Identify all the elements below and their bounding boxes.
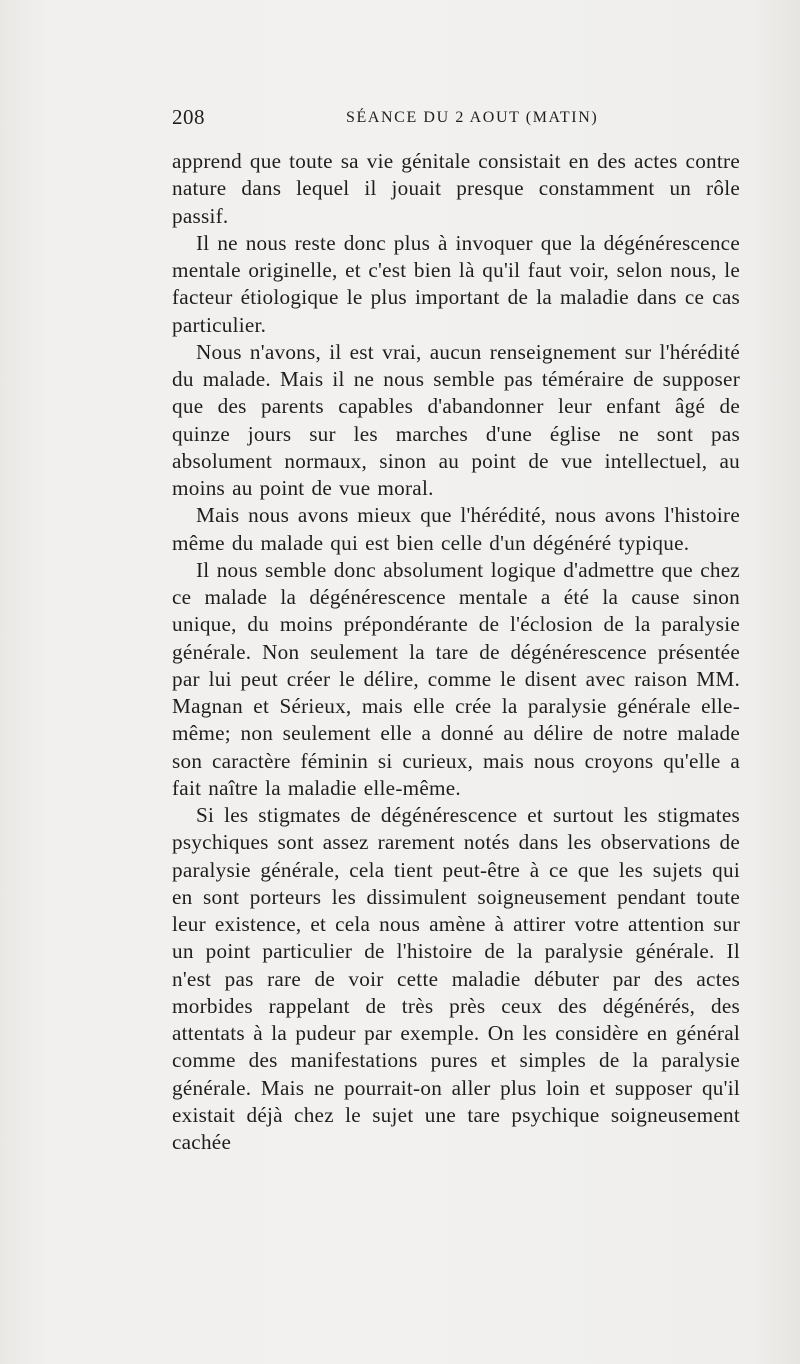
page-number: 208 bbox=[172, 105, 205, 129]
running-head: SÉANCE DU 2 AOUT (MATIN) bbox=[346, 109, 599, 126]
page-header bbox=[172, 105, 740, 135]
paragraph-3: Nous n'avons, il est vrai, aucun renseignement sur l'hérédité du malade. Mais il ne nous semble pas téméraire de supposer que des parents capables d'abandonner leur enfant âgé de quinze jours sur les marches d'une église ne sont pas absolument normaux, sinon au point de vue intellectuel, au moins au point de vue moral. bbox=[172, 339, 740, 500]
body-text bbox=[172, 148, 740, 1156]
paragraph-6: Si les stigmates de dégénérescence et surtout les stigmates psychiques sont assez rarement notés dans les observations de paralysie générale, cela tient peut-être à ce que les sujets qui en sont porteurs les dissimulent soigneusement pendant toute leur existence, et cela nous amène à attirer votre attention sur un point particulier de l'histoire de la paralysie générale. Il n'est pas rare de voir cette maladie débuter par des actes morbides rappelant de très près ceux des dégénérés, des attentats à la pudeur par exemple. On les considère en général comme des manifestations pures et simples de la paralysie générale. Mais ne pourrait-on aller plus loin et supposer qu'il existait déjà chez le sujet une tare psychique soigneusement cachée bbox=[172, 803, 740, 1154]
paragraph-2: Il ne nous reste donc plus à invoquer que la dégénérescence mentale originelle, et c'est bien là qu'il faut voir, selon nous, le facteur étiologique le plus important de la maladie dans ce cas particulier. bbox=[172, 230, 740, 337]
paragraph-4: Mais nous avons mieux que l'hérédité, nous avons l'histoire même du malade qui est bien celle d'un dégénéré typique. bbox=[172, 503, 740, 555]
paragraph-1: apprend que toute sa vie génitale consistait en des actes contre nature dans lequel il jouait presque constamment un rôle passif. bbox=[172, 149, 740, 228]
paragraph-5: Il nous semble donc absolument logique d'admettre que chez ce malade la dégénérescence mentale a été la cause sinon unique, du moins prépondérante de l'éclosion de la paralysie générale. Non seulement la tare de dégénérescence présentée par lui peut créer le délire, comme le disent avec raison MM. Magnan et Sérieux, mais elle crée la paralysie générale elle-même; non seulement elle a donné au délire de notre malade son caractère féminin si curieux, mais nous croyons qu'elle a fait naître la maladie elle-même. bbox=[172, 557, 740, 800]
